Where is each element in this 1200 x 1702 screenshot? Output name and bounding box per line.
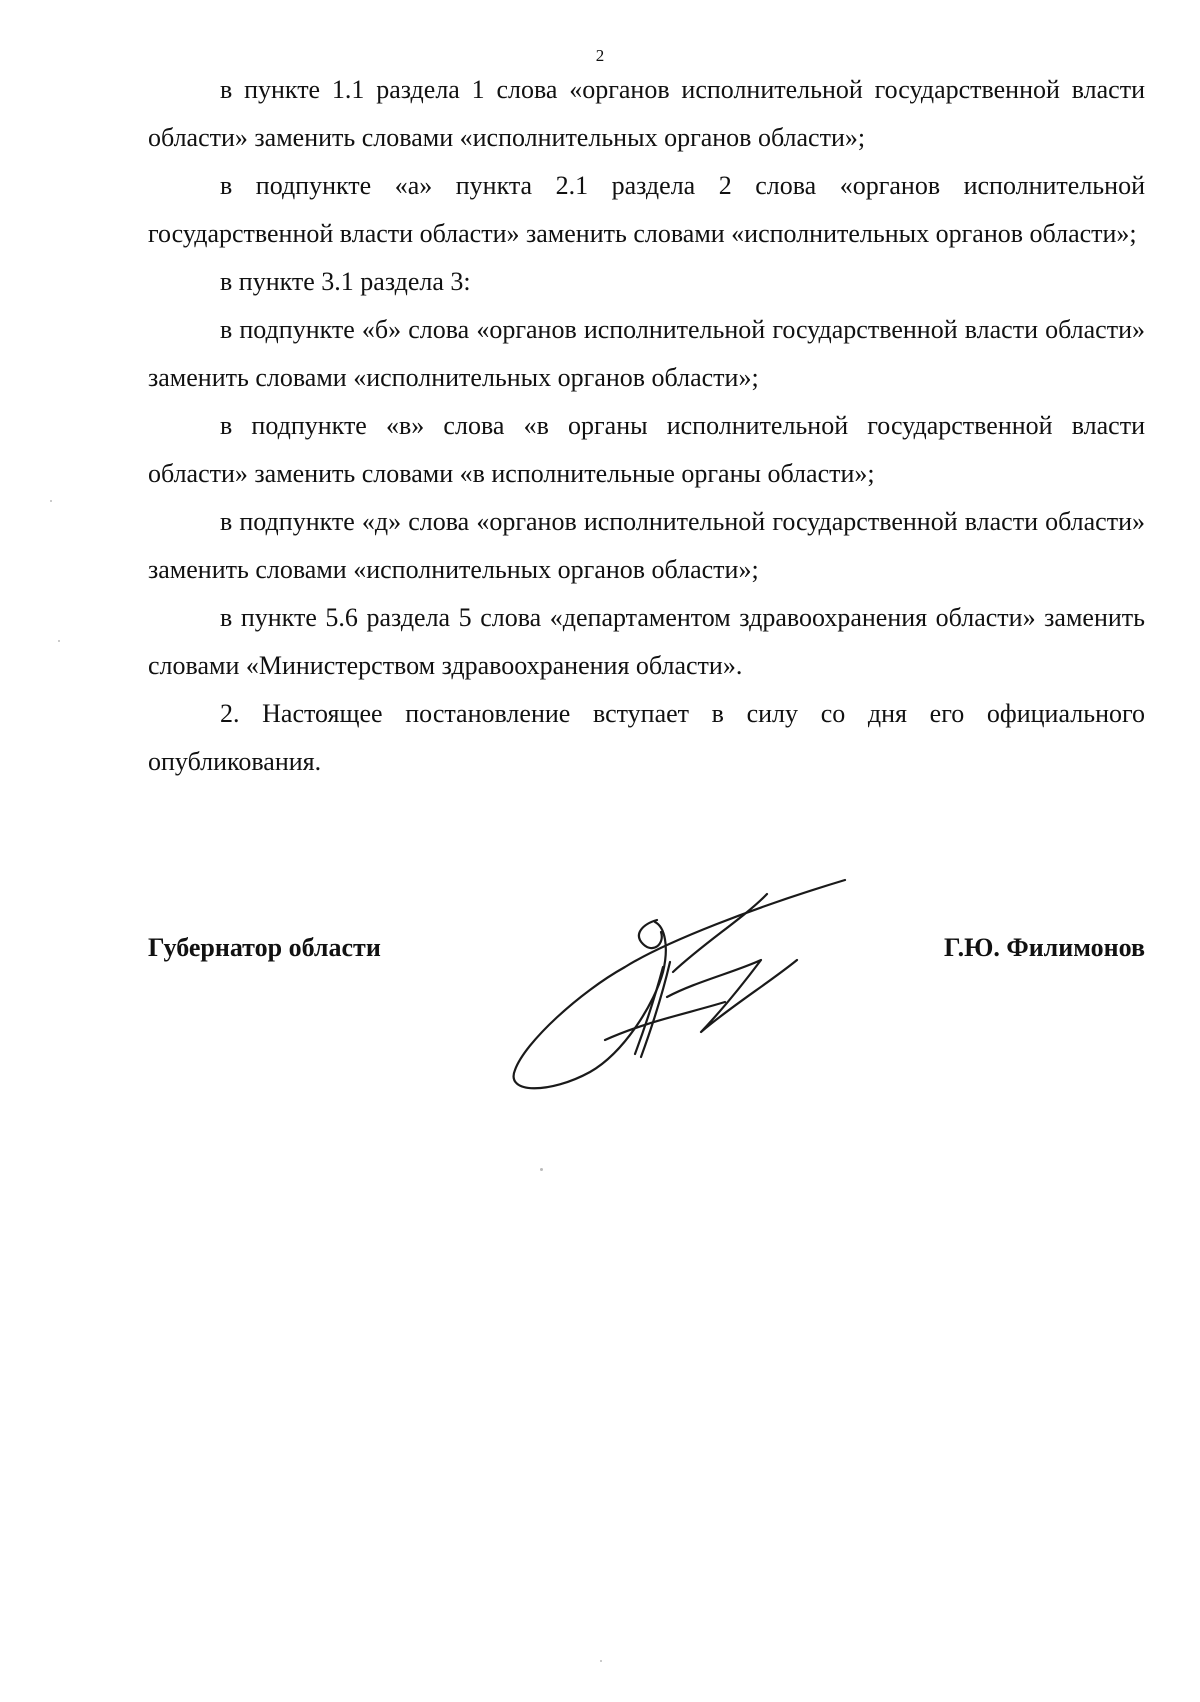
paragraph-2: в подпункте «а» пункта 2.1 раздела 2 слова «органов исполнительной государственной власти области» заменить словами «исполнительных органов области»; bbox=[148, 171, 1145, 248]
paragraph-3: в пункте 3.1 раздела 3: bbox=[220, 267, 471, 296]
page-number: 2 bbox=[595, 46, 605, 65]
scan-speck bbox=[50, 500, 52, 502]
signatory-name: Г.Ю. Филимонов bbox=[943, 933, 1145, 962]
paragraph-6: в подпункте «д» слова «органов исполнительной государственной власти области» заменить словами «исполнительных органов области»; bbox=[148, 507, 1145, 584]
scan-speck bbox=[600, 1660, 602, 1662]
paragraph-7: в пункте 5.6 раздела 5 слова «департаментом здравоохранения области» заменить словами «Министерством здравоохранения области». bbox=[148, 603, 1145, 680]
scan-speck bbox=[540, 1168, 543, 1171]
scan-speck bbox=[58, 640, 60, 642]
paragraph-8: 2. Настоящее постановление вступает в силу со дня его официального опубликования. bbox=[148, 699, 1145, 776]
paragraph-5: в подпункте «в» слова «в органы исполнительной государственной власти области» заменить словами «в исполнительные органы области»; bbox=[148, 411, 1145, 488]
signatory-position: Губернатор области bbox=[148, 933, 381, 962]
paragraph-1: в пункте 1.1 раздела 1 слова «органов исполнительной государственной власти области» заменить словами «исполнительных органов области»; bbox=[148, 75, 1145, 152]
handwritten-signature bbox=[505, 872, 850, 1092]
paragraph-4: в подпункте «б» слова «органов исполнительной государственной власти области» заменить словами «исполнительных органов области»; bbox=[148, 315, 1145, 392]
document-body bbox=[148, 66, 1145, 786]
